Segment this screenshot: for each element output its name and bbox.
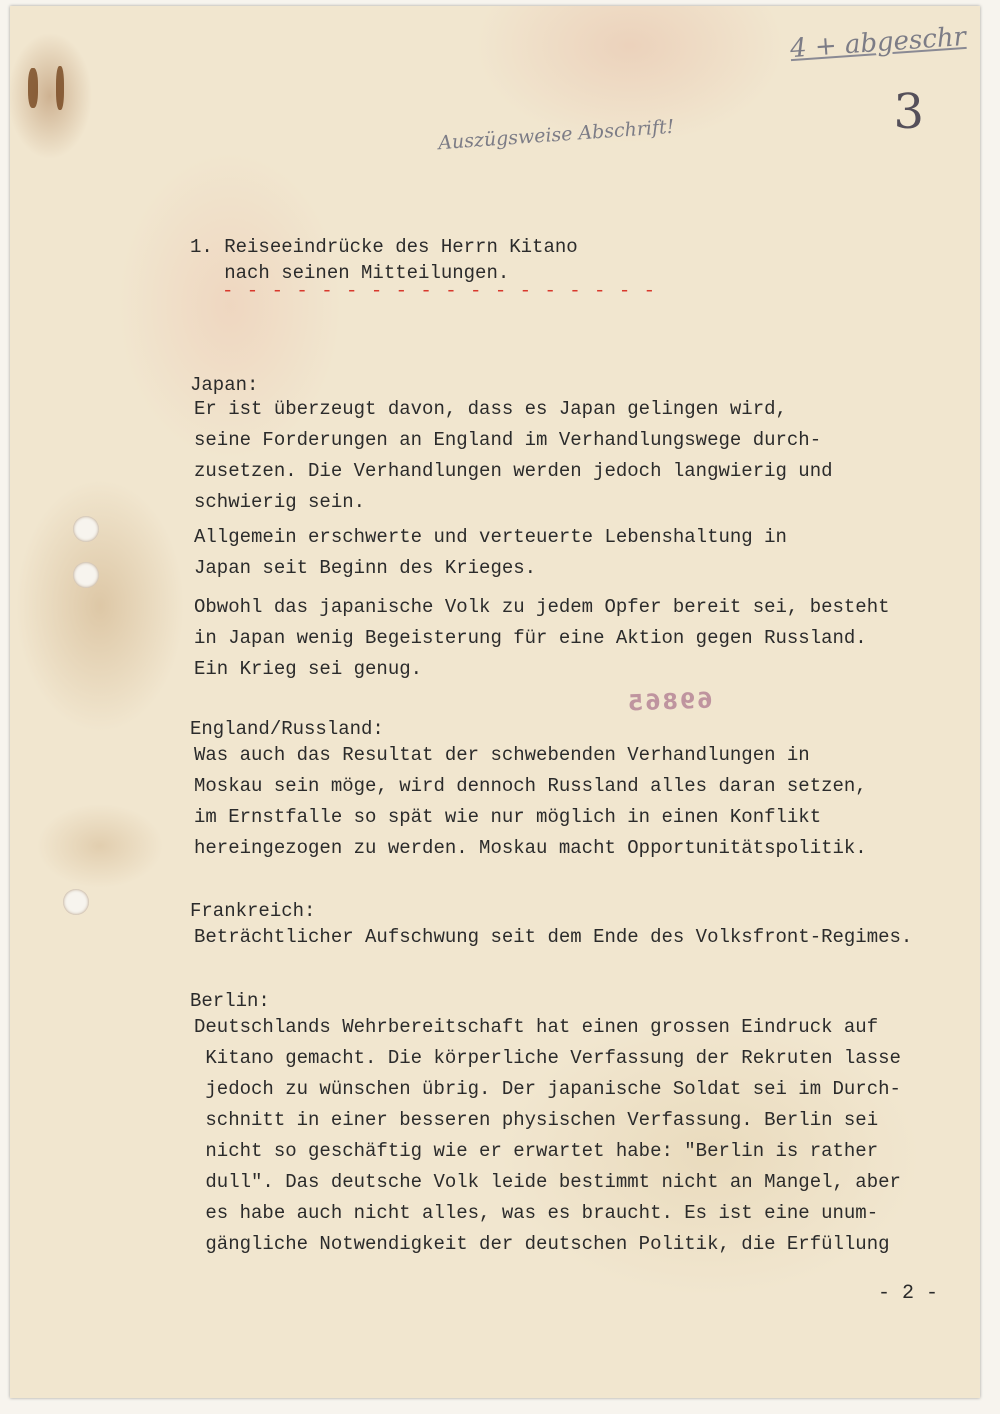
text-line: dull". Das deutsche Volk leide bestimmt nicht an Mangel, aber: [194, 1171, 901, 1193]
section-title-berlin: Berlin:: [190, 990, 270, 1012]
text-line: zusetzen. Die Verhandlungen werden jedoch langwierig und: [194, 460, 833, 482]
paragraph-berlin: [194, 1012, 901, 1260]
paragraph-japan-1: [194, 394, 833, 518]
stamp-number: 69865: [625, 688, 713, 717]
text-line: Obwohl das japanische Volk zu jedem Opfer bereit sei, besteht: [194, 596, 890, 618]
text-line: Kitano gemacht. Die körperliche Verfassung der Rekruten lasse: [194, 1047, 901, 1069]
text-line: nicht so geschäftig wie er erwartet habe: "Berlin is rather: [194, 1140, 879, 1162]
paragraph-frankreich: [194, 922, 912, 953]
text-line: hereingezogen zu werden. Moskau macht Opportunitätspolitik.: [194, 837, 867, 859]
handwritten-page-mark: 3: [893, 84, 924, 140]
handwritten-note-excerpt: Auszügsweise Abschrift!: [437, 115, 675, 155]
text-line: in Japan wenig Begeisterung für eine Aktion gegen Russland.: [194, 627, 867, 649]
paragraph-japan-3: [194, 592, 890, 685]
text-line: Japan seit Beginn des Krieges.: [194, 557, 537, 579]
text-line: Beträchtlicher Aufschwung seit dem Ende des Volksfront-Regimes.: [194, 926, 913, 948]
punch-hole: [73, 562, 99, 588]
text-line: gängliche Notwendigkeit der deutschen Politik, die Erfüllung: [194, 1233, 890, 1255]
section-title-frankreich: Frankreich:: [190, 900, 316, 922]
text-line: Allgemein erschwerte und verteuerte Lebenshaltung in: [194, 526, 787, 548]
text-line: jedoch zu wünschen übrig. Der japanische Soldat sei im Durch-: [194, 1078, 901, 1100]
heading-line-1: 1. Reiseeindrücke des Herrn Kitano: [190, 236, 578, 258]
handwritten-note-top-right: 4 + abgeschr: [789, 21, 967, 65]
section-title-japan: Japan:: [190, 374, 259, 396]
section-title-england-russland: England/Russland:: [190, 718, 384, 740]
document-page: [10, 6, 980, 1398]
text-line: Moskau sein möge, wird dennoch Russland alles daran setzen,: [194, 775, 867, 797]
document-heading: [190, 234, 578, 286]
text-line: Was auch das Resultat der schwebenden Verhandlungen in: [194, 744, 810, 766]
burn-mark: [28, 68, 38, 108]
text-line: Ein Krieg sei genug.: [194, 658, 423, 680]
punch-hole: [63, 889, 89, 915]
text-line: seine Forderungen an England im Verhandlungswege durch-: [194, 429, 822, 451]
text-line: schnitt in einer besseren physischen Verfassung. Berlin sei: [194, 1109, 879, 1131]
paragraph-japan-2: [194, 522, 787, 584]
page-number: - 2 -: [878, 1282, 939, 1305]
paragraph-england-russland: [194, 740, 867, 864]
heading-underline: - - - - - - - - - - - - - - - - - -: [222, 280, 657, 302]
punch-hole: [73, 516, 99, 542]
heading-line-2: nach seinen Mitteilungen.: [190, 262, 510, 284]
text-line: im Ernstfalle so spät wie nur möglich in einen Konflikt: [194, 806, 822, 828]
text-line: Er ist überzeugt davon, dass es Japan gelingen wird,: [194, 398, 787, 420]
text-line: es habe auch nicht alles, was es braucht. Es ist eine unum-: [194, 1202, 879, 1224]
text-line: Deutschlands Wehrbereitschaft hat einen grossen Eindruck auf: [194, 1016, 879, 1038]
text-line: schwierig sein.: [194, 491, 366, 513]
burn-mark: [56, 66, 64, 110]
